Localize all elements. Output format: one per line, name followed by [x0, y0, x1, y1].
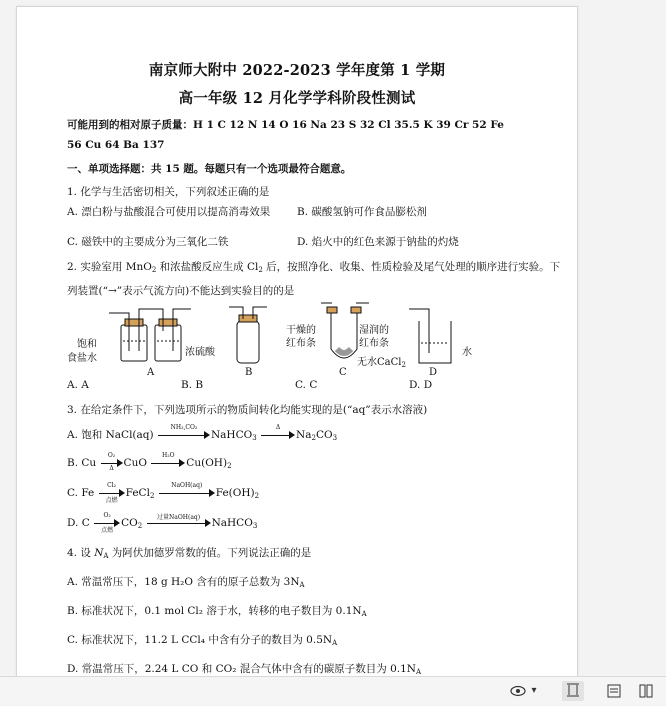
- label-cacl2: 无水CaCl$_2$: [357, 357, 406, 369]
- document-title: 南京师大附中 2022-2023 学年度第 1 学期: [148, 62, 446, 79]
- atomic-masses-line2: 56 Cu 64 Ba 137: [67, 139, 165, 151]
- q1-option-d: D. 焰火中的红色来源于钠盐的灼烧: [297, 236, 459, 248]
- reaction-arrow: O₂ 点燃: [94, 517, 120, 529]
- q2-option-d: D. D: [409, 379, 433, 391]
- document-page: [16, 6, 578, 684]
- q1-option-a: A. 漂白粉与盐酸混合可使用以提高消毒效果: [67, 206, 271, 218]
- label-wet-cloth: 红布条: [359, 338, 389, 349]
- reaction-arrow: 过量NaOH(aq): [147, 517, 211, 529]
- apparatus-b: [229, 307, 267, 363]
- q4-option-a: A. 常温常压下，18 g H₂O 含有的原子总数为 $3N_A$: [67, 576, 305, 589]
- label-apparatus-a: A: [147, 367, 155, 378]
- q3-option-c: C. Fe Cl₂ 点燃 FeCl$_2$ NaOH(aq) $Fe(OH)_2$: [67, 482, 260, 504]
- reaction-arrow: $\frac{\text{O₂}}{\Delta}$: [101, 457, 123, 469]
- label-dry: 干燥的: [286, 325, 316, 336]
- two-page-view-icon[interactable]: [636, 682, 656, 700]
- q4-option-c: C. 标准状况下，11.2 L CCl₄ 中含有分子的数目为 $0.5N_A$: [67, 634, 338, 647]
- reaction-arrow: Δ: [261, 429, 295, 441]
- label-brine: 食盐水: [67, 353, 97, 364]
- document-subtitle: 高一年级 12 月化学学科阶段性测试: [178, 90, 416, 107]
- q2-option-c: C. C: [295, 379, 318, 391]
- q4-option-b: B. 标准状况下，0.1 mol Cl₂ 溶于水，转移的电子数目为 $0.1N_A$: [67, 605, 367, 618]
- q2-stem-2: 列装置(“→”表示气流方向)不能达到实验目的的是: [67, 285, 295, 297]
- q1-option-b: B. 碳酸氢钠可作食品膨松剂: [297, 206, 427, 218]
- q3-option-a: A. 饱和 NaCl(aq) NH₃,CO₂ NaHCO$_3$ Δ $Na_2CO_3$: [67, 424, 338, 442]
- atomic-masses-line1: 可能用到的相对原子质量：H 1 C 12 N 14 O 16 Na 23 S 32 Cl 35.5 K 39 Cr 52 Fe: [67, 119, 504, 131]
- apparatus-svg: [59, 301, 479, 381]
- eye-icon[interactable]: [508, 682, 528, 700]
- q4-option-d: D. 常温常压下，2.24 L CO 和 CO₂ 混合气体中含有的碳原子数目为 $0.1N_A$: [67, 663, 422, 676]
- q3-stem: 3. 在给定条件下，下列选项所示的物质间转化均能实现的是(“aq”表示水溶液): [67, 404, 428, 416]
- apparatus-diagram: [59, 301, 479, 381]
- q2-stem: 2. 实验室用 MnO$_2$ 和浓盐酸反应生成 $Cl_2$ 后，按照净化、收集、性质检验及尾气处理的顺序进行实验。下: [67, 261, 561, 274]
- label-wet: 湿润的: [359, 325, 389, 336]
- status-bar: [0, 676, 666, 705]
- reaction-arrow: Cl₂ 点燃: [99, 487, 125, 499]
- q4-stem: 4. 设 $N_A$ 为阿伏加德罗常数的值。下列说法正确的是: [67, 547, 312, 560]
- section-heading: 一、单项选择题：共 15 题。每题只有一个选项最符合题意。: [67, 163, 352, 175]
- single-page-view-icon[interactable]: [562, 681, 584, 701]
- label-apparatus-b: B: [245, 367, 253, 378]
- chevron-down-icon[interactable]: ▾: [531, 685, 537, 696]
- reaction-arrow: NaOH(aq): [159, 487, 215, 499]
- label-saturated: 饱和: [77, 339, 97, 350]
- label-conc-h2so4: 浓硫酸: [185, 347, 215, 358]
- q2-option-a: A. A: [67, 379, 89, 391]
- q3-option-d: D. C O₂ 点燃 $CO_2$ 过量NaOH(aq) NaHCO$_3$: [67, 512, 258, 534]
- q3-option-b: B. Cu $\frac{\text{O₂}}{\Delta}$ CuO H₂O $Cu(OH)_2$: [67, 452, 232, 472]
- apparatus-d: [409, 309, 451, 363]
- q2-option-b: B. B: [181, 379, 204, 391]
- apparatus-a: [109, 309, 191, 361]
- label-water: 水: [462, 347, 472, 358]
- label-dry-cloth: 红布条: [286, 338, 316, 349]
- q1-option-c: C. 磁铁中的主要成分为三氧化二铁: [67, 236, 229, 248]
- q1-stem: 1. 化学与生活密切相关，下列叙述正确的是: [67, 186, 270, 198]
- reaction-arrow: NH₃,CO₂: [158, 429, 210, 441]
- label-apparatus-d: D: [429, 367, 438, 378]
- label-apparatus-c: C: [339, 367, 347, 378]
- page-view-icon[interactable]: [604, 682, 624, 700]
- reaction-arrow: H₂O: [151, 457, 185, 469]
